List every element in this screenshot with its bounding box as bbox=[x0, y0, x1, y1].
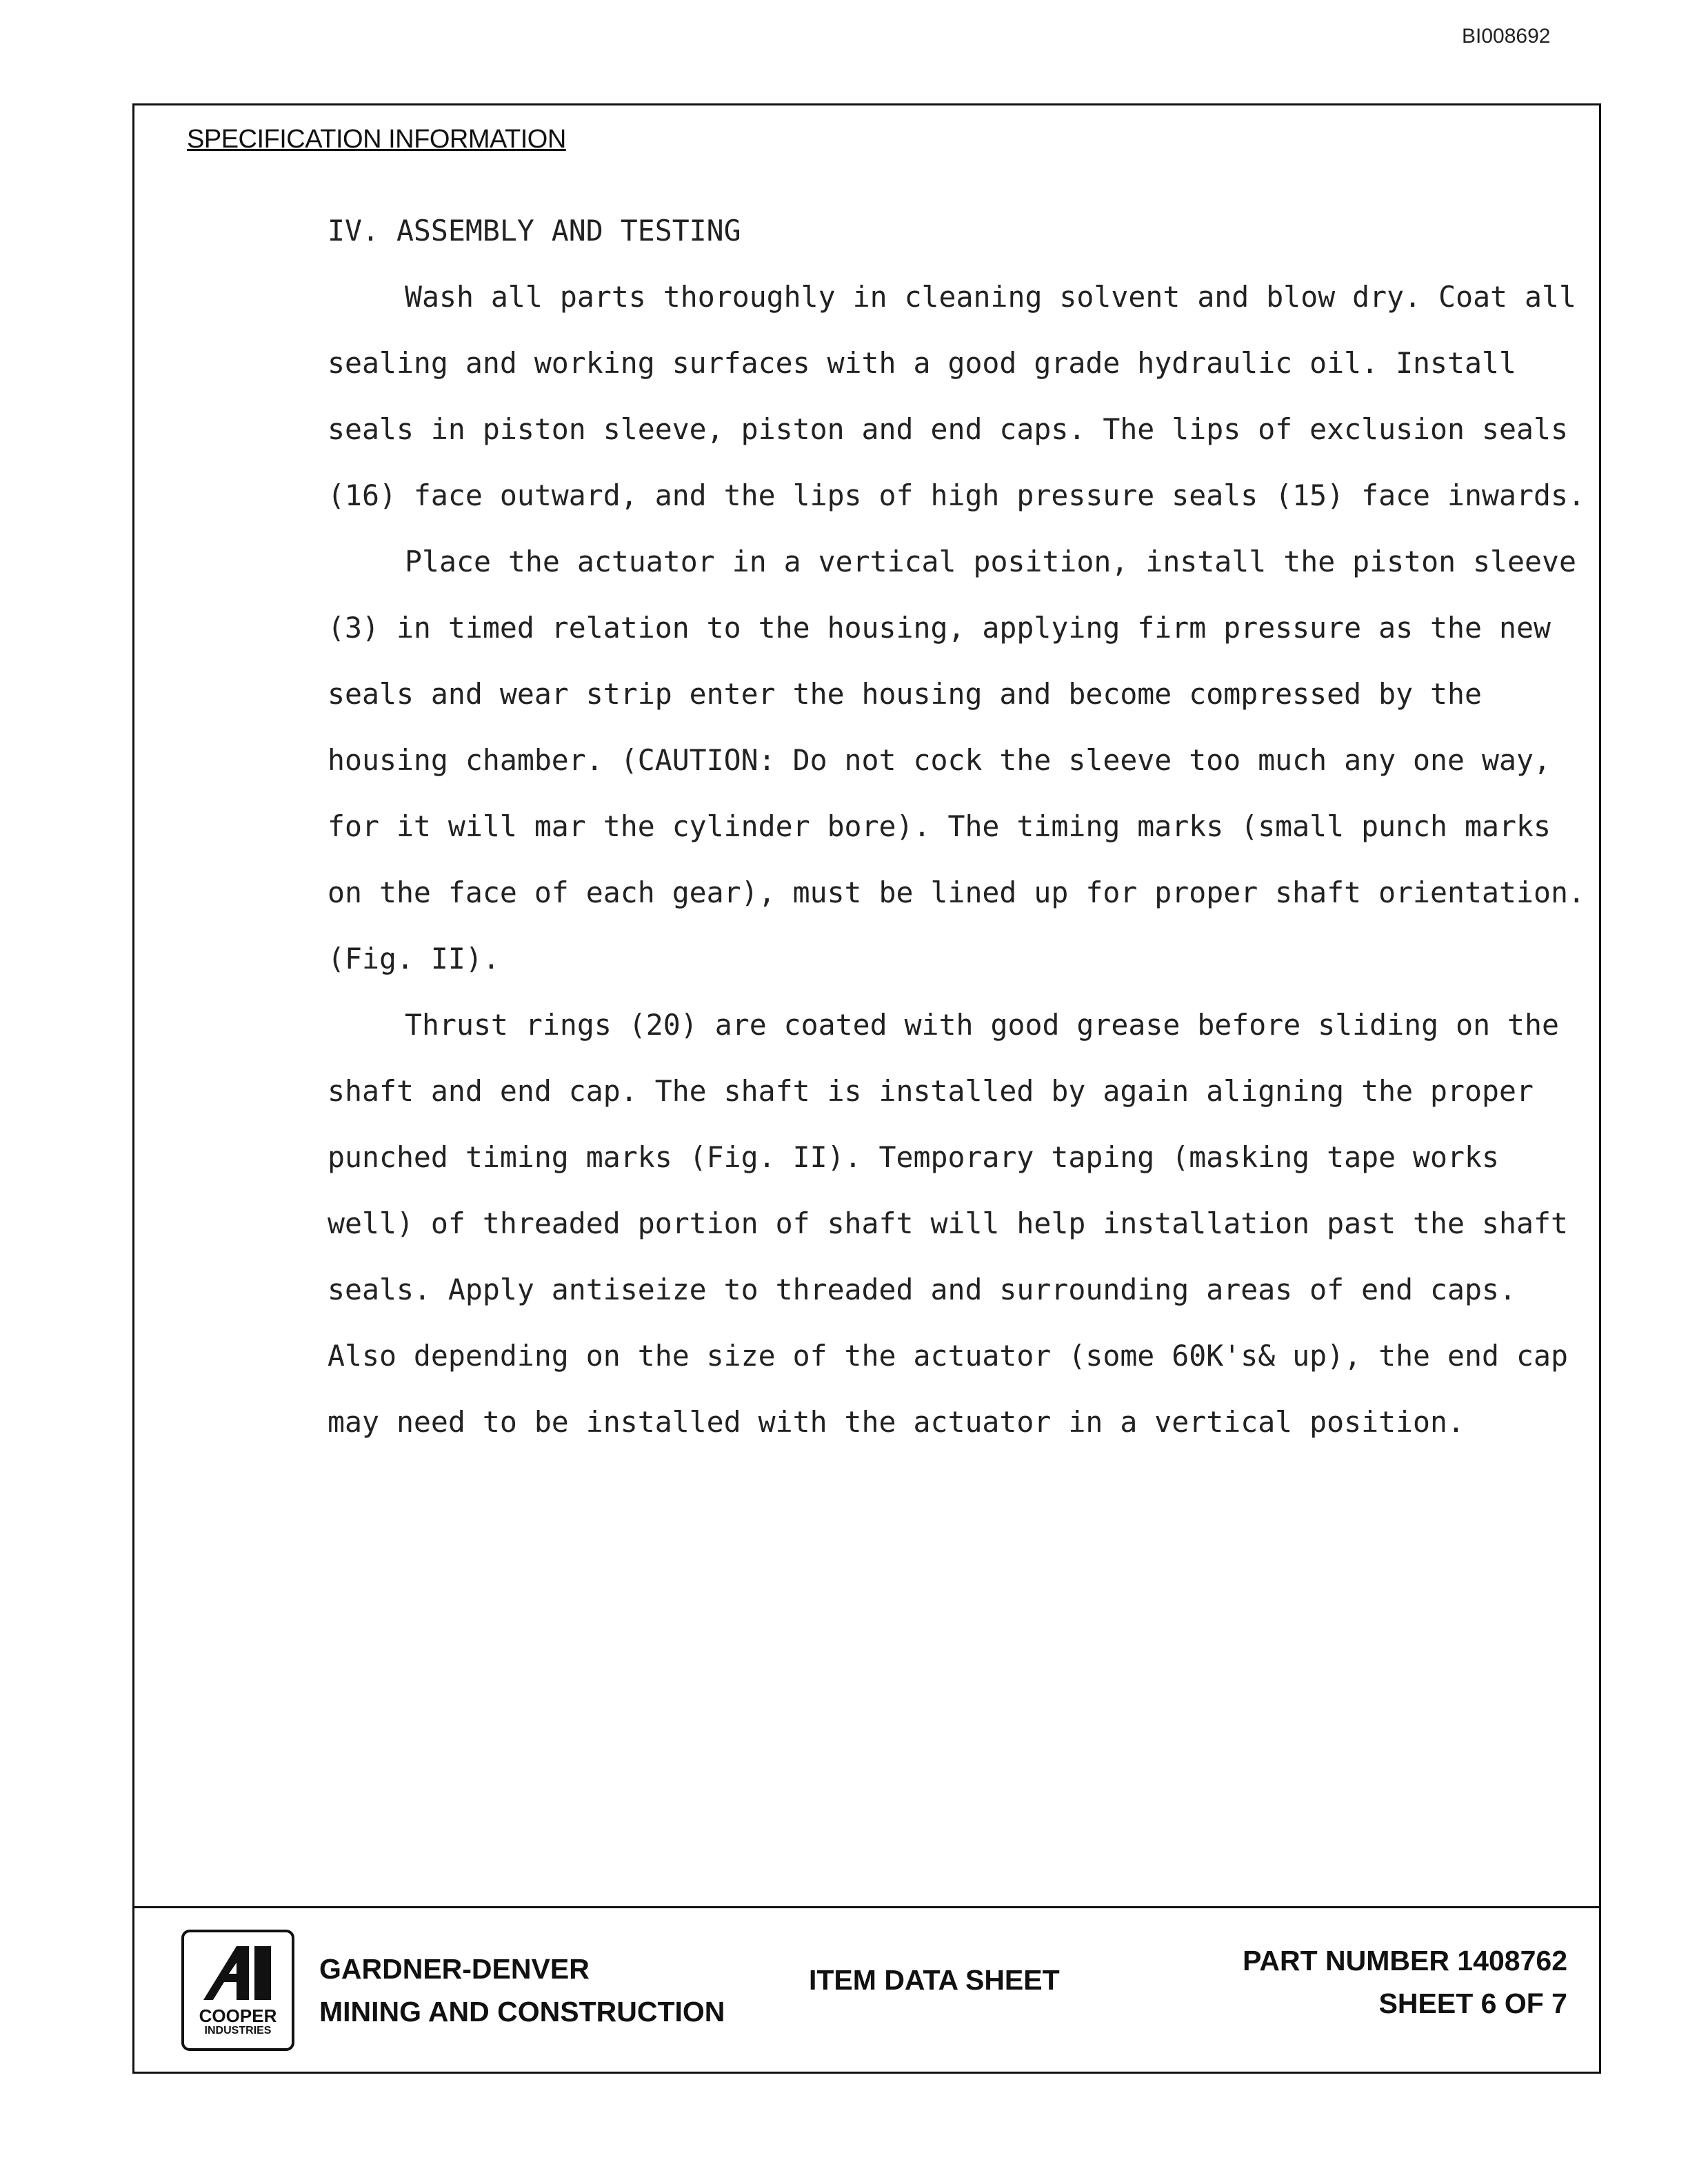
section-heading: SPECIFICATION INFORMATION bbox=[187, 125, 566, 154]
logo-line-industries: INDUSTRIES bbox=[204, 2025, 272, 2036]
part-number: PART NUMBER 1408762 bbox=[1243, 1945, 1567, 1976]
footer-divider bbox=[134, 1906, 1599, 1908]
sheet-number: SHEET 6 OF 7 bbox=[1378, 1988, 1567, 2019]
sheet-title: ITEM DATA SHEET bbox=[809, 1964, 1060, 1996]
company-line-2: MINING AND CONSTRUCTION bbox=[319, 1996, 725, 2028]
paragraph-thrust-rings-shaft: Thrust rings (20) are coated with good grease before sliding on the shaft and end cap. The shaft is installed by again aligning the proper punched timing marks (Fig. II). Temporary taping (masking tape works well) of threaded portion of shaft will help installation past the shaft seals. Apply antiseize to threaded and surrounding areas of end caps. Also depending on the size of the actuator (some 60K's& up), the end cap may need to be installed with the actuator in a vertical position. bbox=[328, 1008, 1568, 1439]
spec-body bbox=[328, 198, 1589, 1455]
cooper-industries-logo-icon bbox=[197, 1939, 279, 2007]
company-name bbox=[319, 1948, 725, 2033]
document-id: BI008692 bbox=[1462, 25, 1551, 48]
paragraph-piston-sleeve-install: Place the actuator in a vertical position, install the piston sleeve (3) in timed relation to the housing, applying firm pressure as the new seals and wear strip enter the housing and become compressed by the housing chamber. (CAUTION: Do not cock the sleeve too much any one way, for it will mar the cylinder bore). The timing marks (small punch marks on the face of each gear), must be lined up for proper shaft orientation. (Fig. II). bbox=[328, 545, 1585, 975]
paragraph-wash-and-seals: Wash all parts thoroughly in cleaning solvent and blow dry. Coat all sealing and working surfaces with a good grade hydraulic oil. Install seals in piston sleeve, piston and end caps. The lips of exclusion seals (16) face outward, and the lips of high pressure seals (15) face inwards. bbox=[328, 280, 1585, 512]
logo-line-cooper: COOPER bbox=[199, 2005, 277, 2026]
spec-sheet-frame bbox=[132, 103, 1601, 2074]
company-line-1: GARDNER-DENVER bbox=[319, 1953, 590, 1985]
part-info bbox=[1243, 1939, 1567, 2025]
chapter-title: IV. ASSEMBLY AND TESTING bbox=[328, 214, 741, 247]
cooper-industries-logo bbox=[181, 1930, 294, 2051]
